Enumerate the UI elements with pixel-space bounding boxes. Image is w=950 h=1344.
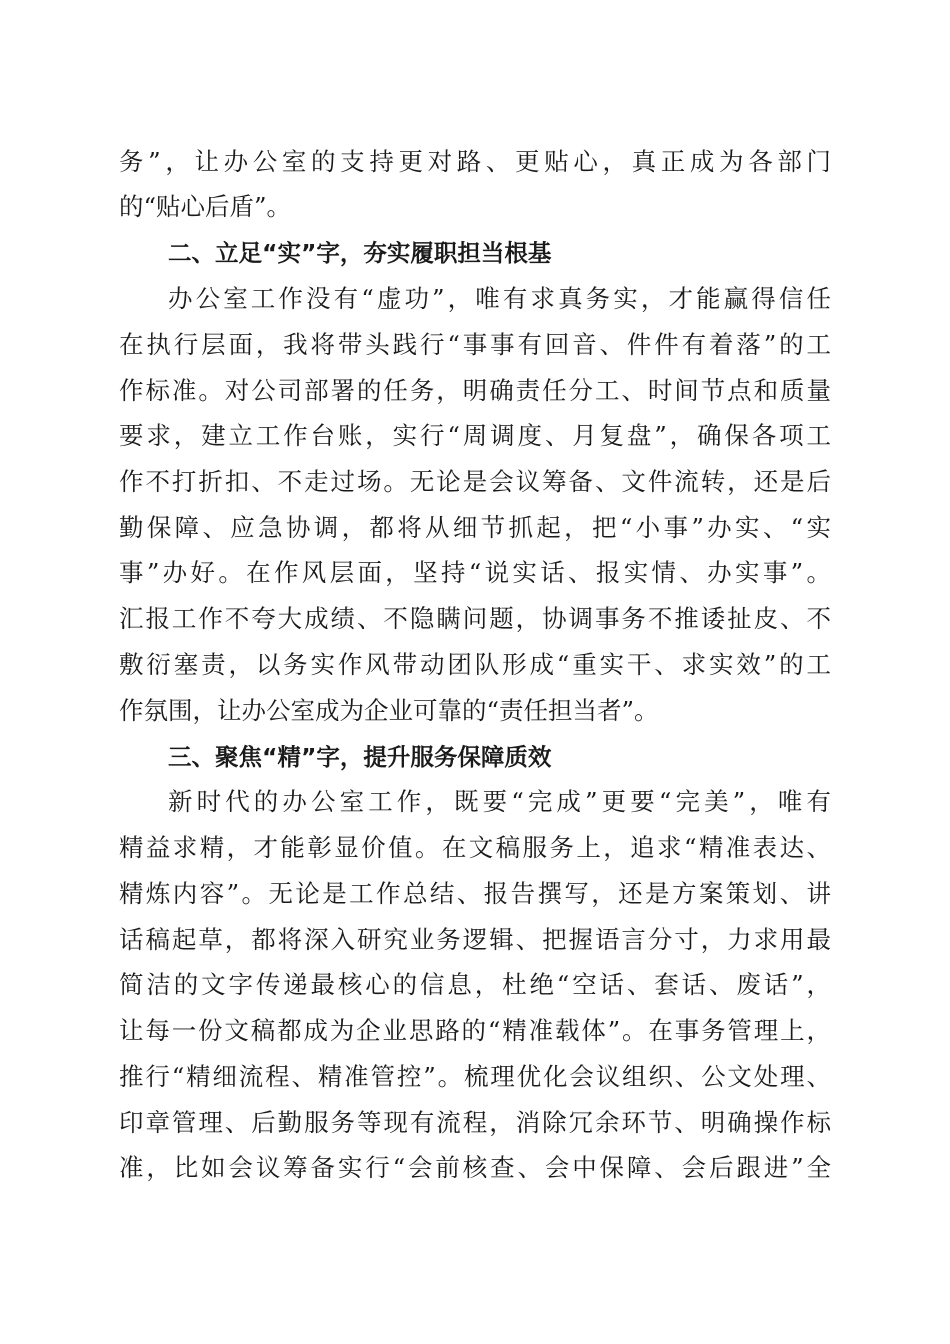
body-text-line: 精炼内容”。无论是工作总结、报告撰写，还是方案策划、讲	[119, 879, 831, 908]
body-text-line: 敷衍塞责，以务实作风带动团队形成“重实干、求实效”的工	[119, 650, 831, 679]
body-text-line: 作氛围，让办公室成为企业可靠的“责任担当者”。	[119, 696, 659, 725]
body-text-line: 的“贴心后盾”。	[119, 192, 292, 221]
body-text-line: 作不打折扣、不走过场。无论是会议筹备、文件流转，还是后	[119, 467, 831, 496]
body-text-line: 办公室工作没有“虚功”，唯有求真务实，才能赢得信任	[168, 284, 831, 313]
body-text-line: 准，比如会议筹备实行“会前核查、会中保障、会后跟进”全	[119, 1153, 831, 1182]
body-text-line: 事”办好。在作风层面，坚持“说实话、报实情、办实事”。	[119, 558, 831, 587]
body-text-line: 作标准。对公司部署的任务，明确责任分工、时间节点和质量	[119, 376, 831, 405]
body-text-line: 汇报工作不夸大成绩、不隐瞒问题，协调事务不推诿扯皮、不	[119, 604, 831, 633]
body-text-line: 推行“精细流程、精准管控”。梳理优化会议组织、公文处理、	[119, 1062, 831, 1091]
section-heading-2: 二、立足“实”字，夯实履职担当根基	[168, 239, 552, 267]
body-text-line: 印章管理、后勤服务等现有流程，消除冗余环节、明确操作标	[119, 1108, 831, 1137]
section-heading-3: 三、聚焦“精”字，提升服务保障质效	[168, 743, 552, 771]
body-text-line: 精益求精，才能彰显价值。在文稿服务上，追求“精准表达、	[119, 833, 831, 862]
body-text-line: 务”，让办公室的支持更对路、更贴心，真正成为各部门	[119, 147, 831, 176]
body-text-line: 话稿起草，都将深入研究业务逻辑、把握语言分寸，力求用最	[119, 925, 831, 954]
body-text-line: 要求，建立工作台账，实行“周调度、月复盘”，确保各项工	[119, 421, 831, 450]
body-text-line: 勤保障、应急协调，都将从细节抓起，把“小事”办实、“实	[119, 513, 831, 542]
body-text-line: 简洁的文字传递最核心的信息，杜绝“空话、套话、废话”，	[119, 970, 831, 999]
body-text-line: 让每一份文稿都成为企业思路的“精准载体”。在事务管理上，	[119, 1016, 831, 1045]
body-text-line: 新时代的办公室工作，既要“完成”更要“完美”，唯有	[168, 787, 831, 816]
body-text-line: 在执行层面，我将带头践行“事事有回音、件件有着落”的工	[119, 330, 831, 359]
